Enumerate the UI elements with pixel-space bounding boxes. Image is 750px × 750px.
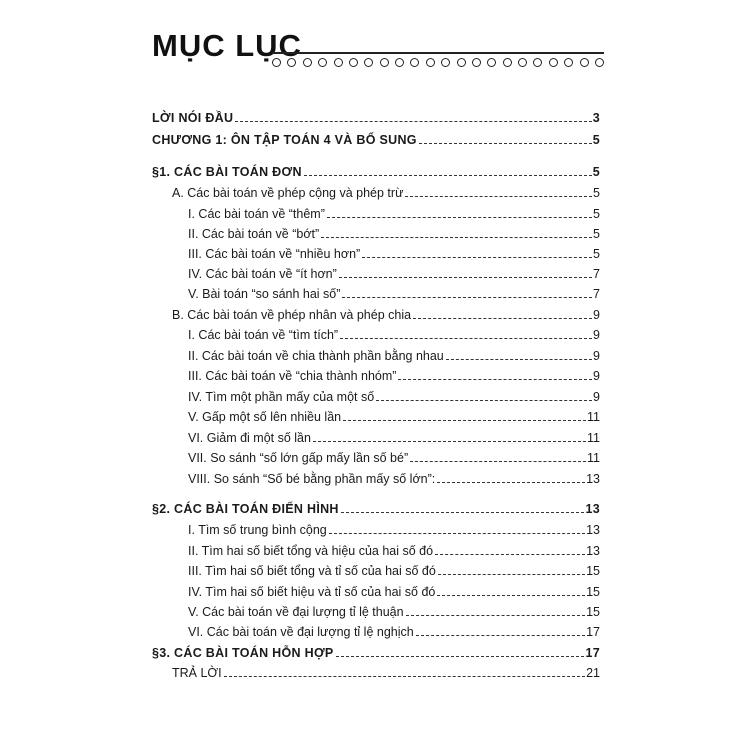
circle-icon: [457, 58, 466, 67]
dot-leader: [224, 676, 585, 677]
toc-entry[interactable]: [152, 108, 600, 126]
decorative-circle-row: [272, 57, 604, 71]
toc-entry-page: 5: [593, 186, 600, 200]
toc-entry-title: I. Các bài toán về “thêm”: [188, 207, 325, 221]
dot-leader: [339, 277, 592, 278]
toc-entry[interactable]: [188, 387, 600, 405]
dot-leader: [304, 175, 592, 176]
toc-entry-title: III. Các bài toán về “nhiều hơn”: [188, 247, 361, 261]
dot-leader: [446, 359, 592, 360]
toc-entry-page: 7: [593, 267, 600, 281]
circle-icon: [349, 58, 358, 67]
dot-leader: [437, 482, 585, 483]
circle-icon: [580, 58, 589, 67]
toc-entry[interactable]: [188, 622, 600, 640]
circle-icon: [410, 58, 419, 67]
toc-entry[interactable]: [172, 305, 600, 323]
circle-icon: [334, 58, 343, 67]
toc-entry-page: 11: [587, 410, 600, 424]
toc-entry-title: TRẢ LỜI: [172, 666, 222, 680]
circle-icon: [287, 58, 296, 67]
toc-entry-page: 7: [593, 287, 600, 301]
dot-leader: [410, 461, 586, 462]
toc-entry-page: 3: [592, 111, 600, 125]
toc-entry-page: 21: [586, 666, 600, 680]
toc-entry[interactable]: [188, 325, 600, 343]
dot-leader: [435, 554, 585, 555]
dot-leader: [362, 257, 592, 258]
dot-leader: [327, 217, 592, 218]
circle-icon: [595, 58, 604, 67]
circle-icon: [380, 58, 389, 67]
toc-entry-page: 11: [587, 431, 600, 445]
dot-leader: [413, 318, 592, 319]
toc-entry-title: IV. Tìm một phần mấy của một số: [188, 390, 375, 404]
toc-entry[interactable]: [152, 643, 600, 661]
dot-leader: [235, 121, 591, 122]
toc-entry[interactable]: [188, 602, 600, 620]
toc-entry-page: 9: [593, 390, 600, 404]
toc-entry[interactable]: [188, 284, 600, 302]
toc-entry-page: 9: [593, 349, 600, 363]
toc-entry[interactable]: [188, 428, 600, 446]
toc-entry-page: 13: [586, 472, 600, 486]
toc-entry[interactable]: [172, 663, 600, 681]
dot-leader: [343, 420, 586, 421]
dot-leader: [419, 143, 592, 144]
toc-entry[interactable]: [152, 499, 600, 517]
circle-icon: [303, 58, 312, 67]
toc-entry-title: I. Các bài toán về “tìm tích”: [188, 328, 339, 342]
toc-entry-page: 11: [587, 451, 600, 465]
circle-icon: [564, 58, 573, 67]
toc-entry-page: 13: [586, 544, 600, 558]
toc-entry-title: II. Các bài toán về chia thành phần bằng nhau: [188, 349, 444, 363]
toc-entry-title: VIII. So sánh “Số bé bằng phần mấy số lớn”:: [188, 472, 436, 486]
dot-leader: [437, 595, 585, 596]
toc-entry-page: 15: [586, 564, 600, 578]
circle-icon: [318, 58, 327, 67]
dot-leader: [398, 379, 592, 380]
circle-icon: [426, 58, 435, 67]
toc-entry-title: CHƯƠNG 1: ÔN TẬP TOÁN 4 VÀ BỔ SUNG: [152, 133, 417, 147]
toc-entry-title: II. Tìm hai số biết tổng và hiệu của hai số đó: [188, 544, 434, 558]
circle-icon: [503, 58, 512, 67]
circle-icon: [364, 58, 373, 67]
circle-icon: [487, 58, 496, 67]
toc-entry-title: I. Tìm số trung bình cộng: [188, 523, 327, 537]
toc-entry-title: III. Các bài toán về “chia thành nhóm”: [188, 369, 397, 383]
toc-entry[interactable]: [188, 407, 600, 425]
toc-entry-page: 5: [593, 227, 600, 241]
dot-leader: [336, 656, 585, 657]
toc-entry-page: 5: [592, 165, 600, 179]
toc-entry[interactable]: [188, 224, 600, 242]
toc-entry-page: 15: [586, 585, 600, 599]
toc-entry-title: III. Tìm hai số biết tổng và tỉ số của hai số đó: [188, 564, 436, 578]
dot-leader: [405, 196, 592, 197]
dot-leader: [321, 237, 592, 238]
dot-leader: [406, 615, 586, 616]
toc-entry-page: 9: [593, 328, 600, 342]
circle-icon: [549, 58, 558, 67]
toc-entry[interactable]: [152, 162, 600, 180]
toc-entry[interactable]: [188, 520, 600, 538]
dot-leader: [342, 297, 592, 298]
circle-icon: [472, 58, 481, 67]
toc-entry-page: 5: [593, 247, 600, 261]
toc-entry-title: IV. Các bài toán về “ít hơn”: [188, 267, 337, 281]
toc-entry-title: A. Các bài toán về phép cộng và phép trừ: [172, 186, 404, 200]
toc-entry[interactable]: [188, 204, 600, 222]
toc-entry-title: B. Các bài toán về phép nhân và phép chia: [172, 308, 412, 322]
toc-entry[interactable]: [188, 448, 600, 466]
toc-entry[interactable]: [188, 469, 600, 487]
toc-entry-title: II. Các bài toán về “bớt”: [188, 227, 320, 241]
toc-entry-page: 15: [586, 605, 600, 619]
dot-leader: [340, 338, 592, 339]
toc-entry-page: 17: [585, 646, 600, 660]
circle-icon: [441, 58, 450, 67]
dot-leader: [438, 574, 585, 575]
toc-entry[interactable]: [188, 346, 600, 364]
dot-leader: [416, 635, 585, 636]
toc-entry-title: LỜI NÓI ĐẦU: [152, 111, 234, 125]
toc-entry-title: V. Các bài toán về đại lượng tỉ lệ thuận: [188, 605, 404, 619]
toc-entry-page: 17: [586, 625, 600, 639]
toc-entry-page: 9: [593, 369, 600, 383]
toc-entry-page: 5: [593, 207, 600, 221]
toc-entry-page: 13: [586, 523, 600, 537]
toc-entry[interactable]: [152, 130, 600, 148]
toc-entry-title: VI. Giảm đi một số lần: [188, 431, 311, 445]
dot-leader: [313, 441, 586, 442]
circle-icon: [518, 58, 527, 67]
toc-entry-title: §1. CÁC BÀI TOÁN ĐƠN: [152, 165, 302, 179]
dot-leader: [329, 533, 585, 534]
toc-entry[interactable]: [188, 541, 600, 559]
toc-entry-title: IV. Tìm hai số biết hiệu và tỉ số của hai số đó: [188, 585, 436, 599]
toc-entry-page: 9: [593, 308, 600, 322]
dot-leader: [376, 400, 592, 401]
circle-icon: [533, 58, 542, 67]
toc-entry[interactable]: [188, 264, 600, 282]
title-rule: [272, 52, 604, 54]
toc-entry-title: VI. Các bài toán về đại lượng tỉ lệ nghịch: [188, 625, 414, 639]
toc-entry[interactable]: [188, 582, 600, 600]
page-title: MỤC LỤC: [152, 28, 302, 63]
circle-icon: [272, 58, 281, 67]
toc-entry-title: VII. So sánh “số lớn gấp mấy lần số bé”: [188, 451, 409, 465]
toc-entry[interactable]: [188, 366, 600, 384]
toc-entry[interactable]: [188, 244, 600, 262]
circle-icon: [395, 58, 404, 67]
toc-entry[interactable]: [188, 561, 600, 579]
toc-entry[interactable]: [172, 183, 600, 201]
toc-entry-title: V. Gấp một số lên nhiều lần: [188, 410, 342, 424]
dot-leader: [341, 512, 585, 513]
toc-entry-title: §2. CÁC BÀI TOÁN ĐIỂN HÌNH: [152, 502, 339, 516]
toc-entry-title: §3. CÁC BÀI TOÁN HỖN HỢP: [152, 646, 334, 660]
toc-entry-page: 13: [585, 502, 600, 516]
toc-entry-title: V. Bài toán “so sánh hai số”: [188, 287, 341, 301]
toc-entry-page: 5: [592, 133, 600, 147]
